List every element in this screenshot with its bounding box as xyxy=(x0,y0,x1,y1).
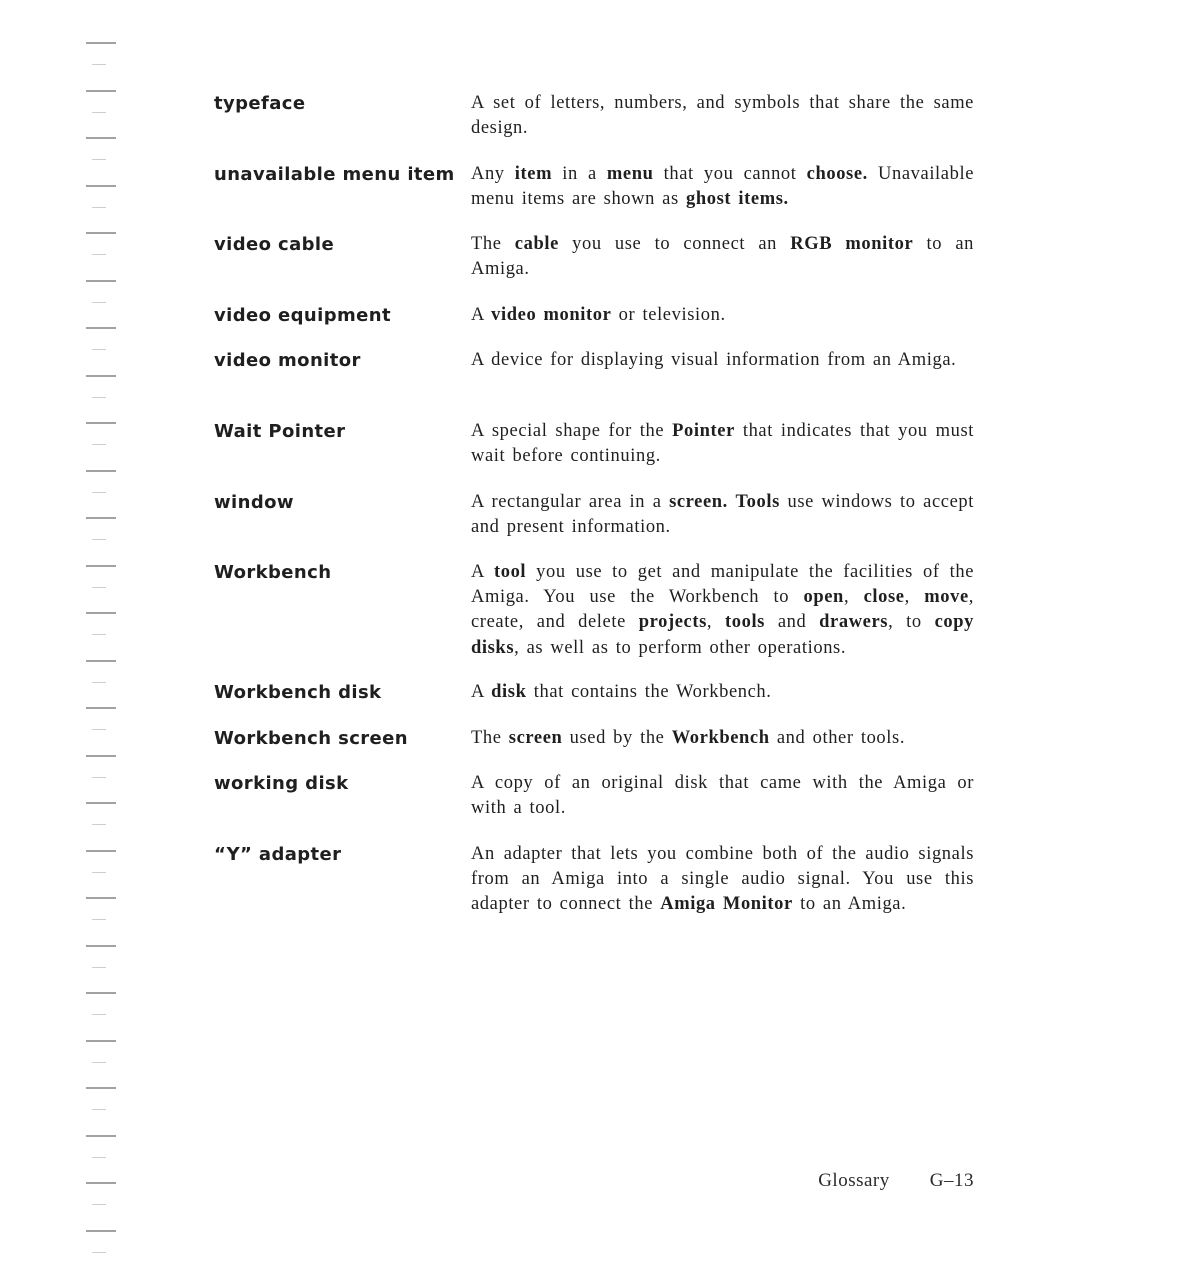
binding-mark xyxy=(92,254,106,255)
glossary-definition: A special shape for the Pointer that indicates that you must wait before continuing. xyxy=(471,421,974,467)
binding-mark xyxy=(86,90,116,92)
binding-mark xyxy=(86,185,116,187)
glossary-term: Workbench xyxy=(214,562,332,583)
binding-mark xyxy=(86,42,116,44)
glossary-term: Wait Pointer xyxy=(214,421,346,442)
definition-emphasis: cable xyxy=(514,234,559,254)
definition-emphasis: drawers xyxy=(819,612,889,633)
definition-emphasis: Workbench xyxy=(671,728,770,748)
glossary-definition: A tool you use to get and manipulate the facilities of the Amiga. You use the Workbench to open, close, move, create, and delete projects, tools and drawers, to copy disks, as well as to perform other operations. xyxy=(471,562,975,658)
glossary-term: Workbench disk xyxy=(214,682,382,703)
binding-edge-marks xyxy=(86,30,120,1260)
binding-mark xyxy=(92,112,106,113)
page-number: G–13 xyxy=(929,1170,974,1191)
glossary-term: typeface xyxy=(214,93,306,114)
definition-emphasis: menu xyxy=(606,164,654,184)
definition-emphasis: choose. xyxy=(806,164,868,184)
binding-mark xyxy=(92,1157,106,1158)
glossary-term: “Y” adapter xyxy=(214,844,342,865)
binding-mark xyxy=(86,280,116,282)
binding-mark xyxy=(92,1204,106,1205)
glossary-term: working disk xyxy=(214,773,349,794)
definition-emphasis: screen xyxy=(508,728,563,748)
binding-mark xyxy=(92,159,106,160)
definition-emphasis: RGB monitor xyxy=(790,234,914,254)
definition-emphasis: tool xyxy=(493,562,527,582)
definition-emphasis: Amiga Monitor xyxy=(660,894,793,915)
binding-mark xyxy=(86,1182,116,1184)
binding-mark xyxy=(86,1135,116,1137)
binding-mark xyxy=(92,1014,106,1015)
binding-mark xyxy=(86,232,116,234)
glossary-definition: An adapter that lets you combine both of the audio signals from an Amiga into a single audio signal. You use this adapter to connect the Amiga Monitor to an Amiga. xyxy=(471,844,974,915)
glossary-definition: A set of letters, numbers, and symbols that share the same design. xyxy=(471,93,974,139)
binding-mark xyxy=(92,587,106,588)
glossary-term: video monitor xyxy=(214,350,361,371)
glossary-definition: A video monitor or television. xyxy=(471,305,726,325)
binding-mark xyxy=(86,707,116,709)
binding-mark xyxy=(92,349,106,350)
glossary-term: video equipment xyxy=(214,305,391,326)
definition-emphasis: ghost items. xyxy=(686,189,789,210)
binding-mark xyxy=(86,470,116,472)
binding-mark xyxy=(86,992,116,994)
binding-mark xyxy=(92,777,106,778)
binding-mark xyxy=(92,397,106,398)
binding-mark xyxy=(86,1230,116,1232)
glossary-term: window xyxy=(214,492,294,513)
binding-mark xyxy=(92,207,106,208)
definition-emphasis: projects xyxy=(638,612,707,633)
glossary-definition: A rectangular area in a screen. Tools use windows to accept and present information. xyxy=(471,492,974,538)
glossary-term: Workbench screen xyxy=(214,728,408,749)
definition-emphasis: disk xyxy=(491,682,527,702)
definition-emphasis: screen. xyxy=(669,492,728,512)
definition-emphasis: tools xyxy=(724,612,765,633)
footer-section-title: Glossary xyxy=(818,1170,890,1191)
glossary-definition: The cable you use to connect an RGB monitor to an Amiga. xyxy=(471,234,975,280)
binding-mark xyxy=(86,137,116,139)
definition-emphasis: open xyxy=(803,587,844,608)
binding-mark xyxy=(86,375,116,377)
binding-mark xyxy=(86,755,116,757)
glossary-definition: A device for displaying visual information from an Amiga. xyxy=(471,350,957,370)
glossary-definition: The screen used by the Workbench and other tools. xyxy=(471,728,906,748)
binding-mark xyxy=(92,64,106,65)
definition-emphasis: Pointer xyxy=(672,421,735,441)
binding-mark xyxy=(86,850,116,852)
glossary-definition: A disk that contains the Workbench. xyxy=(471,682,772,702)
binding-mark xyxy=(86,565,116,567)
glossary-term: unavailable menu item xyxy=(214,164,455,185)
definition-emphasis: move xyxy=(924,587,969,608)
binding-mark xyxy=(92,1252,106,1253)
binding-mark xyxy=(92,729,106,730)
binding-mark xyxy=(92,824,106,825)
binding-mark xyxy=(92,302,106,303)
definition-emphasis: copy disks xyxy=(471,612,974,658)
definition-emphasis: close xyxy=(863,587,905,608)
binding-mark xyxy=(92,1109,106,1110)
glossary-term: video cable xyxy=(214,234,335,255)
definition-emphasis: Tools xyxy=(735,492,780,512)
binding-mark xyxy=(86,1087,116,1089)
binding-mark xyxy=(86,802,116,804)
binding-mark xyxy=(86,422,116,424)
definition-emphasis: item xyxy=(514,164,553,184)
binding-mark xyxy=(86,897,116,899)
binding-mark xyxy=(92,682,106,683)
binding-mark xyxy=(92,919,106,920)
binding-mark xyxy=(92,1062,106,1063)
binding-mark xyxy=(92,967,106,968)
binding-mark xyxy=(86,327,116,329)
binding-mark xyxy=(92,539,106,540)
binding-mark xyxy=(92,444,106,445)
binding-mark xyxy=(86,660,116,662)
binding-mark xyxy=(86,945,116,947)
page-footer xyxy=(818,1170,974,1192)
binding-mark xyxy=(86,1040,116,1042)
binding-mark xyxy=(86,517,116,519)
binding-mark xyxy=(92,634,106,635)
glossary-definition: Any item in a menu that you cannot choose. Unavailable menu items are shown as ghost items. xyxy=(471,164,975,210)
glossary-definition: A copy of an original disk that came with the Amiga or with a tool. xyxy=(471,773,974,819)
binding-mark xyxy=(86,612,116,614)
definition-emphasis: video monitor xyxy=(491,305,612,325)
binding-mark xyxy=(92,872,106,873)
binding-mark xyxy=(92,492,106,493)
